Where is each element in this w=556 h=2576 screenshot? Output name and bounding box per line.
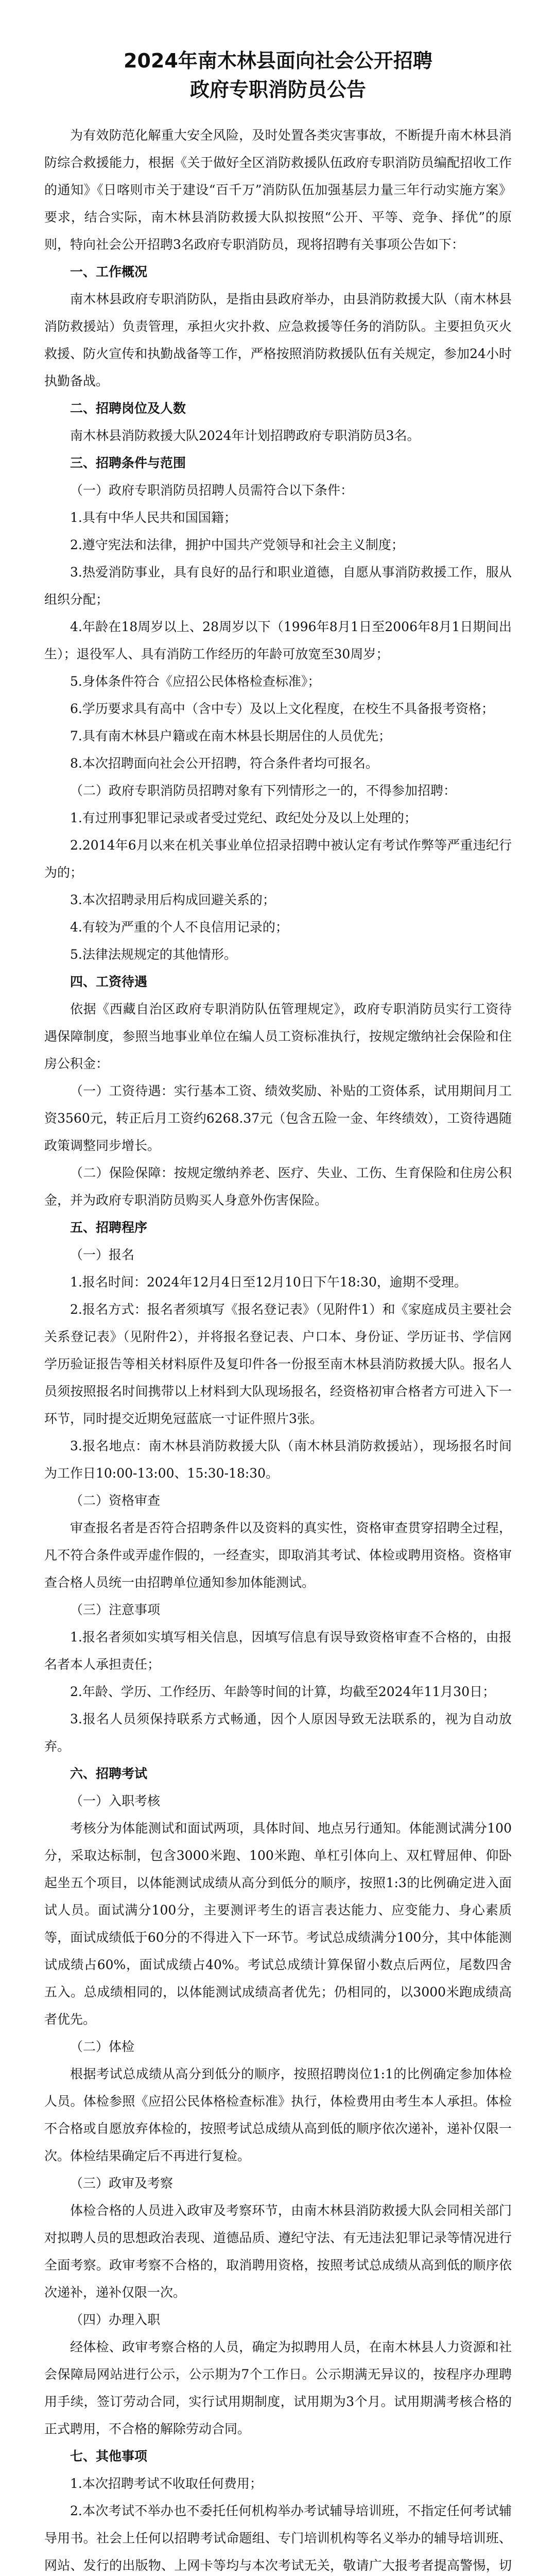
body-paragraph: （二）资格审查 [70, 1493, 161, 1508]
section-heading: 六、招聘考试 [70, 1766, 148, 1781]
body-paragraph: 3.热爱消防事业，具有良好的品行和职业道德，自愿从事消防救援工作，服从组织分配； [44, 565, 512, 607]
body-paragraph: 7.具有南木林县户籍或在南木林县长期居住的人员优先； [70, 728, 391, 743]
body-paragraph: 2.报名方式：报名者须填写《报名登记表》（见附件1）和《家庭成员主要社会关系登记表》（见附件2），并将报名登记表、户口本、身份证、学历证书、学信网学历验证报告等相关材料原件及复印件各一份报至南木林县消防救援大队。报名人员须按照报名时间携带以上材料到大队现场报名，经资格初审合格者方可进入下一环节，同时提交近期免冠蓝底一寸证件照片3张。 [44, 1302, 512, 1426]
body-paragraph: 经体检、政审考察合格的人员，确定为拟聘用人员，在南木林县人力资源和社会保障局网站进行公示，公示期为7个工作日。公示期满无异议的，按程序办理聘用手续，签订劳动合同，实行试用期制度，试用期为3个月。试用期满考核合格的正式聘用，不合格的解除劳动合同。 [44, 2340, 512, 2436]
body-paragraph: 8.本次招聘面向社会公开招聘，符合条件者均可报名。 [70, 756, 378, 771]
section-heading: 三、招聘条件与范围 [70, 455, 186, 470]
body-paragraph: 5.法律法规规定的其他情形。 [70, 947, 237, 962]
body-paragraph: 审查报名者是否符合招聘条件以及资料的真实性，资格审查贯穿招聘全过程，凡不符合条件或弄虚作假的，一经查实，即取消其考试、体检或聘用资格。资格审查合格人员统一由招聘单位通知参加体能测试。 [44, 1520, 512, 1590]
body-paragraph: 为有效防范化解重大安全风险，及时处置各类灾害事故，不断提升南木林县消防综合救援能力，根据《关于做好全区消防救援队伍政府专职消防员编配招收工作的通知》《日喀则市关于建设“百千万”消防队伍加强基层力量三年行动实施方案》要求，结合实际，南木林县消防救援大队拟按照“公开、平等、竞争、择优”的原则，特向社会公开招聘3名政府专职消防员，现将招聘有关事项公告如下： [44, 128, 512, 252]
body-paragraph: （一）报名 [70, 1247, 135, 1262]
body-paragraph: 1.报名时间：2024年12月4日至12月10日下午18:30，逾期不受理。 [70, 1275, 467, 1290]
body-paragraph: 2.年龄、学历、工作经历、年龄等时间的计算，均截至2024年11月30日； [70, 1684, 496, 1699]
body-paragraph: 体检合格的人员进入政审及考察环节，由南木林县消防救援大队会同相关部门对拟聘人员的思想政治表现、道德品质、遵纪守法、有无违法犯罪记录等情况进行全面考察。政审考察不合格的，取消聘用资格，按照考试总成绩从高到低的顺序依次递补，递补仅限一次。 [44, 2203, 512, 2300]
body-paragraph: （一）入职考核 [70, 1793, 161, 1808]
section-heading: 一、工作概况 [70, 264, 148, 279]
body-paragraph: 2.本次考试不举办也不委托任何机构举办考试辅导培训班，不指定任何考试辅导用书。社会上任何以招聘考试命题组、专门培训机构等名义举办的辅导培训班、网站、发行的出版物、上网卡等均与本次考试无关，敬请广大报考者提高警惕，切 [44, 2503, 512, 2573]
section-heading: 七、其他事项 [70, 2449, 148, 2464]
body-paragraph: （三）政审及考察 [70, 2176, 173, 2191]
document-title [44, 46, 512, 104]
document-body [44, 122, 512, 2576]
section-heading: 五、招聘程序 [70, 1220, 148, 1235]
body-paragraph: （三）注意事项 [70, 1602, 161, 1617]
body-paragraph: 6.学历要求具有高中（含中专）及以上文化程度，在校生不具备报考资格； [70, 701, 494, 716]
body-paragraph: 南木林县政府专职消防队，是指由县政府举办，由县消防救援大队（南木林县消防救援站）负责管理，承担火灾扑救、应急救援等任务的消防队。主要担负灭火救援、防火宣传和执勤战备等工作，严格按照消防救援队伍有关规定，参加24小时执勤备战。 [44, 292, 512, 388]
body-paragraph: （二）体检 [70, 2039, 135, 2054]
body-paragraph: 南木林县消防救援大队2024年计划招聘政府专职消防员3名。 [70, 428, 420, 443]
section-heading: 二、招聘岗位及人数 [70, 401, 186, 416]
body-paragraph: 2.遵守宪法和法律，拥护中国共产党领导和社会主义制度； [70, 537, 404, 552]
body-paragraph: 考核分为体能测试和面试两项，具体时间、地点另行通知。体能测试满分100分，采取达标制，包含3000米跑、100米跑、单杠引体向上、双杠臂屈伸、仰卧起坐五个项目，以体能测试成绩从高分到低分的顺序，按照1:3的比例确定进入面试人员。面试满分100分，主要测评考生的语言表达能力、应变能力、身心素质等，面试成绩低于60分的不得进入下一环节。考试总成绩满分100分，其中体能测试成绩占60%，面试成绩占40%。考试总成绩计算保留小数点后两位，尾数四舍五入。总成绩相同的，以体能测试成绩高者优先；仍相同的，以3000米跑成绩高者优先。 [44, 1821, 512, 2027]
body-paragraph: 3.本次招聘录用后构成回避关系的； [70, 892, 275, 907]
body-paragraph: 依据《西藏自治区政府专职消防队伍管理规定》，政府专职消防员实行工资待遇保障制度，参照当地事业单位在编人员工资标准执行，按规定缴纳社会保险和住房公积金： [44, 1002, 512, 1071]
body-paragraph: 2.2014年6月以来在机关事业单位招录招聘中被认定有考试作弊等严重违纪行为的； [44, 838, 512, 880]
body-paragraph: 5.身体条件符合《应招公民体格检查标准》； [70, 674, 321, 689]
section-heading: 四、工资待遇 [70, 974, 148, 989]
body-paragraph: （一）工资待遇：实行基本工资、绩效奖励、补贴的工资体系，试用期间月工资3560元，转正后月工资约6268.37元（包含五险一金、年终绩效），工资待遇随政策调整同步增长。 [44, 1083, 512, 1153]
body-paragraph: （二）保险保障：按规定缴纳养老、医疗、失业、工伤、生育保险和住房公积金，并为政府专职消防员购买人身意外伤害保险。 [44, 1165, 512, 1208]
body-paragraph: 1.具有中华人民共和国国籍； [70, 510, 237, 525]
body-paragraph: （二）政府专职消防员招聘对象有下列情形之一的，不得参加招聘： [70, 783, 457, 798]
body-paragraph: 根据考试总成绩从高分到低分的顺序，按照招聘岗位1:1的比例确定参加体检人员。体检参照《应招公民体格检查标准》执行，体检费用由考生本人承担。体检不合格或自愿放弃体检的，按照考试总成绩从高到低的顺序依次递补，递补仅限一次。体检结果确定后不再进行复检。 [44, 2066, 512, 2163]
body-paragraph: （一）政府专职消防员招聘人员需符合以下条件： [70, 483, 354, 498]
body-paragraph: （四）办理入职 [70, 2312, 161, 2327]
body-paragraph: 3.报名地点：南木林县消防救援大队（南木林县消防救援站），现场报名时间为工作日10:00-13:00、15:30-18:30。 [44, 1438, 512, 1481]
body-paragraph: 1.有过刑事犯罪记录或者受过党纪、政纪处分及以上处理的； [70, 810, 417, 825]
title-line-2: 政府专职消防员公告 [189, 78, 366, 101]
body-paragraph: 1.本次招聘考试不收取任何费用； [70, 2476, 263, 2491]
body-paragraph: 4.有较为严重的个人不良信用记录的； [70, 920, 288, 935]
body-paragraph: 1.报名者须如实填写相关信息，因填写信息有误导致资格审查不合格的，由报名者本人承担责任； [44, 1630, 512, 1672]
title-line-1: 2024年南木林县面向社会公开招聘 [124, 49, 432, 72]
body-paragraph: 3.报名人员须保持联系方式畅通，因个人原因导致无法联系的，视为自动放弃。 [44, 1711, 512, 1754]
body-paragraph: 4.年龄在18周岁以上、28周岁以下（1996年8月1日至2006年8月1日期间出生）；退役军人、具有消防工作经历的年龄可放宽至30周岁； [44, 619, 512, 662]
